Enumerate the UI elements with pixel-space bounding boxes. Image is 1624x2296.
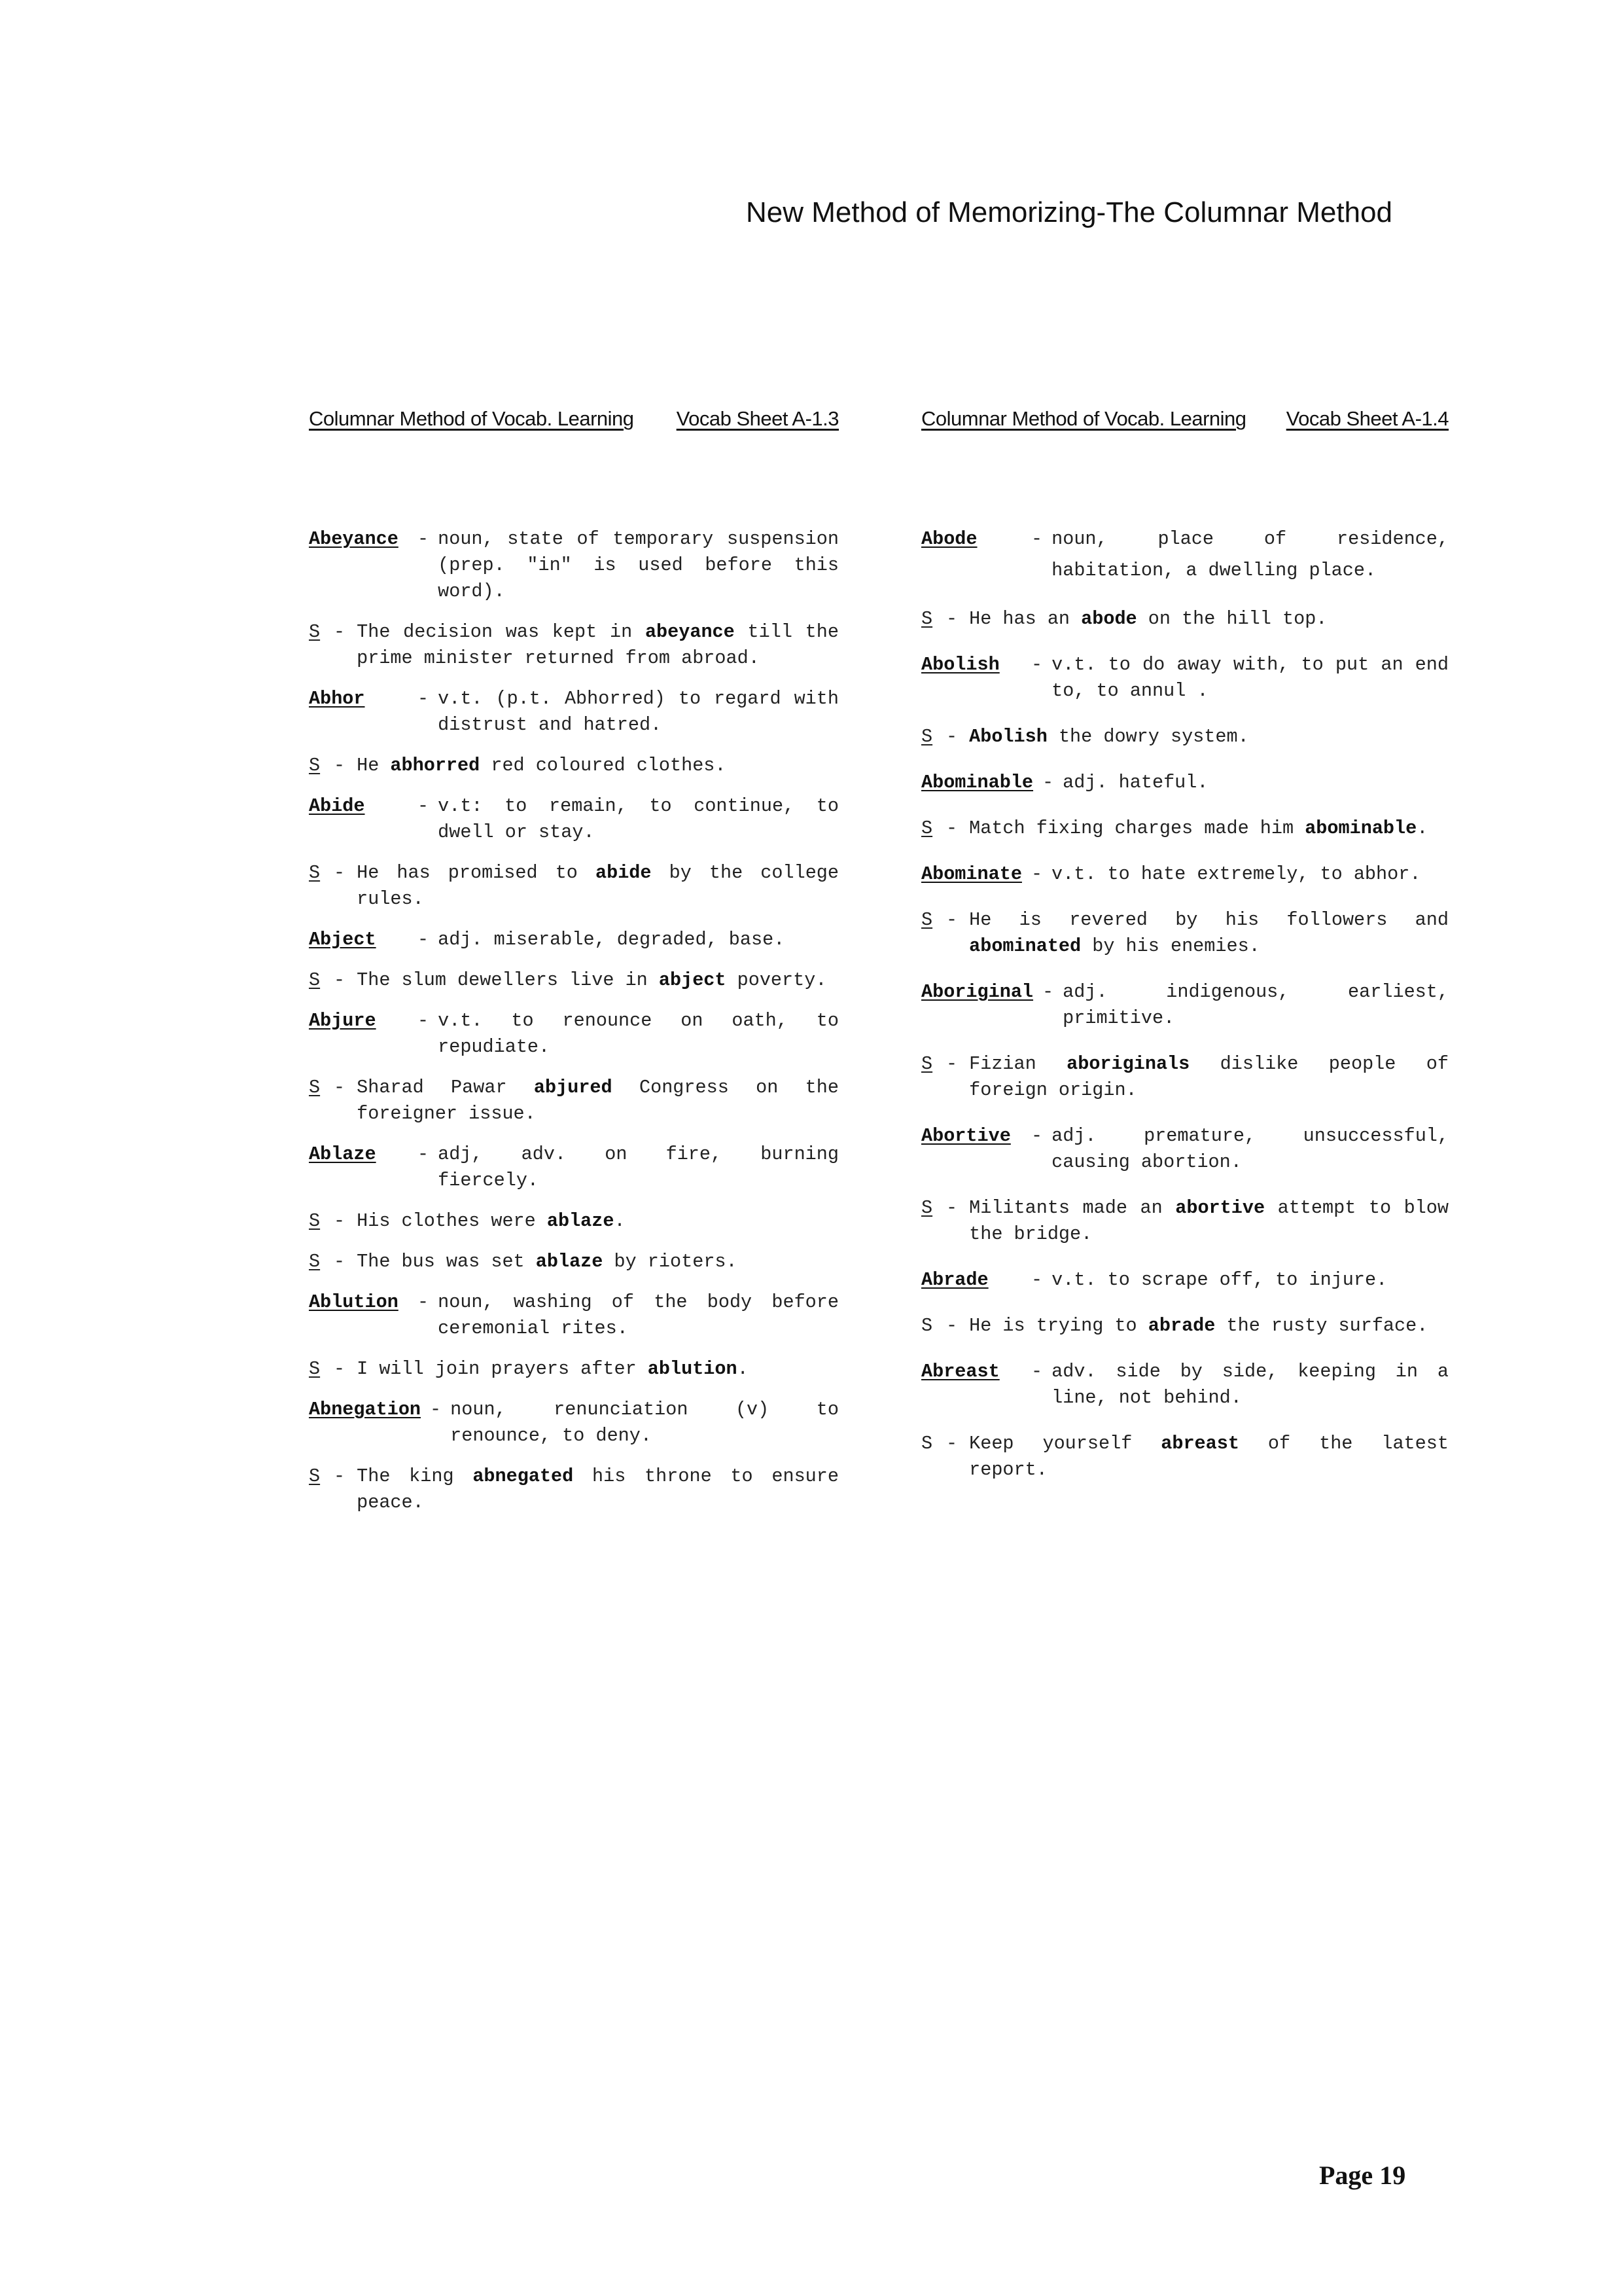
vocab-word: Abnegation	[309, 1399, 421, 1420]
sheet-label: Vocab Sheet A-1.3	[676, 407, 839, 430]
example-sentence: S - He abhorred red coloured clothes.	[309, 753, 839, 779]
vocab-definition: v.t. to renounce on oath, to repudiate.	[438, 1010, 839, 1058]
vocab-definition: adj. indigenous, earliest, primitive.	[1063, 981, 1449, 1029]
vocab-definition: v.t. (p.t. Abhorred) to regard with distrust and hatred.	[438, 688, 839, 736]
vocab-word: Abode	[921, 528, 978, 550]
vocab-word: Abhor	[309, 688, 365, 709]
example-sentence: S - Militants made an abortive attempt to blow the bridge.	[921, 1195, 1449, 1247]
sentence-marker: S	[921, 1053, 933, 1075]
vocab-definition: v.t: to remain, to continue, to dwell or stay.	[438, 795, 839, 843]
sentence-marker: S	[309, 1358, 321, 1380]
vocab-definition: adj. premature, unsuccessful, causing abortion.	[1051, 1125, 1449, 1173]
vocab-entry: Abominate - v.t. to hate extremely, to abhor.	[921, 861, 1449, 888]
example-sentence: S - The decision was kept in abeyance till the prime minister returned from abroad.	[309, 619, 839, 672]
sentence-marker: S	[309, 1465, 321, 1487]
example-sentence: S - Sharad Pawar abjured Congress on the foreigner issue.	[309, 1075, 839, 1127]
vocab-sheet-a-1-3	[309, 407, 839, 1530]
sentence-marker: S	[309, 621, 321, 643]
vocab-word: Abrade	[921, 1269, 989, 1291]
vocab-entry: Aboriginal - adj. indigenous, earliest, primitive.	[921, 979, 1449, 1031]
vocab-entry: Abject - adj. miserable, degraded, base.	[309, 927, 839, 953]
sentence-marker: S	[309, 1077, 321, 1098]
example-sentence: S - He is trying to abrade the rusty surface.	[921, 1313, 1449, 1339]
example-sentence: S - He has promised to abide by the college rules.	[309, 860, 839, 912]
vocab-word: Abominate	[921, 863, 1022, 885]
sentence-marker: S	[309, 969, 321, 991]
vocab-word: Abominable	[921, 772, 1034, 793]
vocab-entry: Abhor - v.t. (p.t. Abhorred) to regard with distrust and hatred.	[309, 686, 839, 738]
vocab-entry: Ablaze - adj, adv. on fire, burning fiercely.	[309, 1141, 839, 1194]
vocab-word: Ablution	[309, 1291, 398, 1313]
example-sentence: S - He is revered by his followers and abominated by his enemies.	[921, 907, 1449, 960]
vocab-entry: Abnegation - noun, renunciation (v) to renounce, to deny.	[309, 1397, 839, 1449]
vocab-word: Aboriginal	[921, 981, 1034, 1003]
vocab-entry: Abjure - v.t. to renounce on oath, to repudiate.	[309, 1008, 839, 1060]
running-header-title: New Method of Memorizing-The Columnar Method	[746, 196, 1392, 228]
vocab-entry: Abreast - adv. side by side, keeping in a line, not behind.	[921, 1359, 1449, 1411]
example-sentence: S - His clothes were ablaze.	[309, 1208, 839, 1234]
sentence-marker: S	[921, 1433, 933, 1454]
column-header	[921, 407, 1449, 446]
vocab-definition: adj. hateful.	[1063, 772, 1209, 793]
vocab-entry: Abode - noun, place of residence, habitation, a dwelling place.	[921, 526, 1449, 586]
sheet-label: Vocab Sheet A-1.4	[1286, 407, 1449, 430]
sentence-marker: S	[921, 608, 933, 630]
example-sentence: S - Keep yourself abreast of the latest report.	[921, 1431, 1449, 1483]
vocab-word: Abortive	[921, 1125, 1011, 1147]
sentence-marker: S	[309, 1251, 321, 1272]
example-sentence: S - I will join prayers after ablution.	[309, 1356, 839, 1382]
vocab-sheet-a-1-4	[921, 407, 1449, 1498]
vocab-word: Ablaze	[309, 1143, 376, 1165]
example-sentence: S - The slum dewellers live in abject poverty.	[309, 967, 839, 994]
vocab-entry: Abide - v.t: to remain, to continue, to dwell or stay.	[309, 793, 839, 846]
vocab-word: Abeyance	[309, 528, 398, 550]
column-title: Columnar Method of Vocab. Learning	[921, 407, 1246, 430]
example-sentence: S - Abolish the dowry system.	[921, 724, 1449, 750]
vocab-word: Abide	[309, 795, 365, 817]
sentence-marker: S	[921, 817, 933, 839]
sentence-marker: S	[921, 909, 933, 931]
example-sentence: S - The bus was set ablaze by rioters.	[309, 1249, 839, 1275]
vocab-definition: adj. miserable, degraded, base.	[438, 929, 785, 950]
vocab-entry: Abortive - adj. premature, unsuccessful, causing abortion.	[921, 1123, 1449, 1175]
entry-list	[309, 526, 839, 1516]
vocab-word: Abreast	[921, 1361, 1000, 1382]
entry-list	[921, 526, 1449, 1483]
vocab-word: Abolish	[921, 654, 1000, 675]
sentence-marker: S	[921, 726, 933, 747]
sentence-marker: S	[921, 1315, 933, 1336]
vocab-entry: Abrade - v.t. to scrape off, to injure.	[921, 1267, 1449, 1293]
page-number: Page 19	[1319, 2161, 1406, 2190]
vocab-entry: Abeyance - noun, state of temporary suspension (prep. "in" is used before this word).	[309, 526, 839, 605]
example-sentence: S - Match fixing charges made him abominable.	[921, 816, 1449, 842]
vocab-definition: v.t. to do away with, to put an end to, to annul .	[1051, 654, 1449, 702]
vocab-definition: v.t. to scrape off, to injure.	[1051, 1269, 1388, 1291]
vocab-entry: Abolish - v.t. to do away with, to put an end to, to annul .	[921, 652, 1449, 704]
vocab-definition: noun, washing of the body before ceremonial rites.	[438, 1291, 839, 1339]
sentence-marker: S	[309, 1210, 321, 1232]
sentence-marker: S	[309, 755, 321, 776]
vocab-definition: noun, state of temporary suspension (prep. "in" is used before this word).	[438, 528, 839, 602]
example-sentence: S - Fizian aboriginals dislike people of foreign origin.	[921, 1051, 1449, 1103]
column-header	[309, 407, 839, 446]
vocab-definition: adv. side by side, keeping in a line, not behind.	[1051, 1361, 1449, 1408]
vocab-word: Abject	[309, 929, 376, 950]
column-title: Columnar Method of Vocab. Learning	[309, 407, 634, 430]
vocab-definition: noun, place of residence, habitation, a dwelling place.	[1051, 528, 1449, 581]
vocab-entry: Abominable - adj. hateful.	[921, 770, 1449, 796]
vocab-definition: v.t. to hate extremely, to abhor.	[1051, 863, 1421, 885]
sentence-marker: S	[309, 862, 321, 884]
vocab-entry: Ablution - noun, washing of the body before ceremonial rites.	[309, 1289, 839, 1342]
vocab-definition: adj, adv. on fire, burning fiercely.	[438, 1143, 839, 1191]
example-sentence: S - The king abnegated his throne to ensure peace.	[309, 1463, 839, 1516]
sentence-marker: S	[921, 1197, 933, 1219]
vocab-word: Abjure	[309, 1010, 376, 1031]
vocab-definition: noun, renunciation (v) to renounce, to deny.	[450, 1399, 839, 1446]
example-sentence: S - He has an abode on the hill top.	[921, 606, 1449, 632]
